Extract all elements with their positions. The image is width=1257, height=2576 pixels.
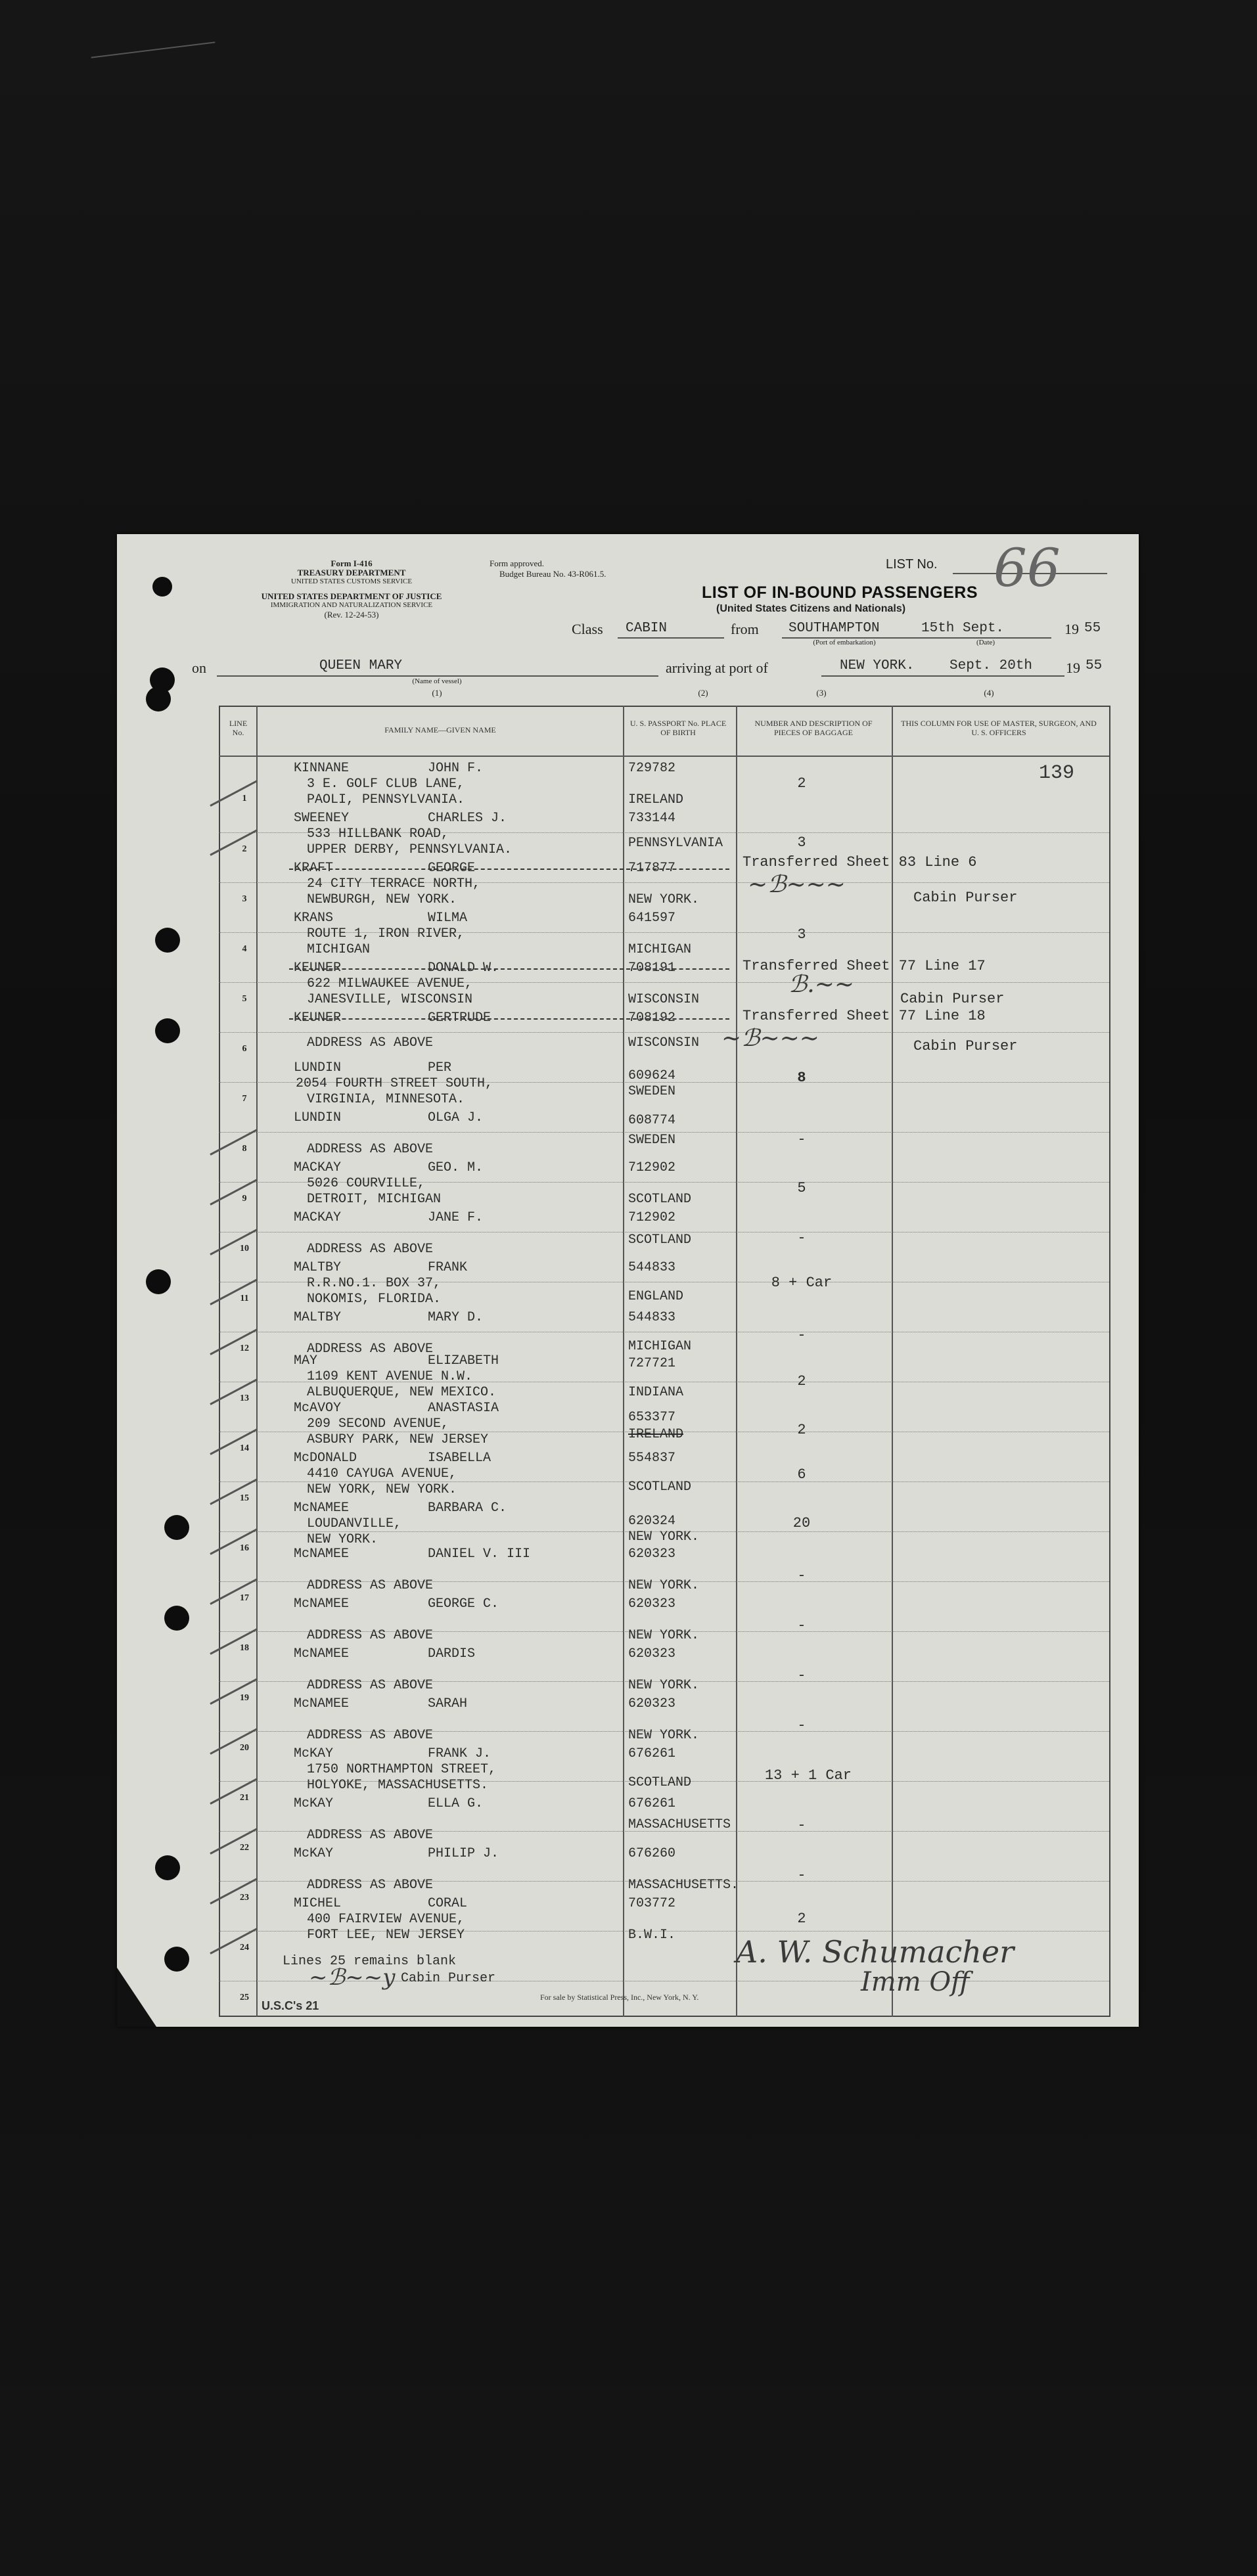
form-subtitle: (United States Citizens and Nationals): [716, 603, 906, 614]
place-of-birth: SCOTLAND: [628, 1192, 692, 1207]
place-of-birth: MICHIGAN: [628, 942, 692, 957]
passenger-name: McDONALD ISABELLA: [294, 1451, 491, 1466]
place-of-birth: NEW YORK.: [628, 892, 700, 907]
passenger-name: LUNDIN PER: [294, 1060, 452, 1075]
passenger-address: ADDRESS AS ABOVE: [307, 1342, 434, 1357]
passenger-name: McNAMEE SARAH: [294, 1696, 468, 1711]
passenger-name: McNAMEE GEORGE C.: [294, 1596, 499, 1612]
col-head-line: LINE No.: [229, 719, 248, 737]
purser-signature-icon: ~ℬ~~~: [748, 871, 846, 898]
purser-signature-icon: ℬ.~~: [788, 971, 855, 998]
master-signature: A. W. Schumacher: [736, 1934, 1015, 1970]
passenger-address: ASBURY PARK, NEW JERSEY: [307, 1432, 489, 1447]
line-number: 23: [240, 1893, 249, 1903]
passport-number: 717877: [628, 861, 676, 876]
place-of-birth: ENGLAND: [628, 1289, 684, 1304]
line-number: 24: [240, 1943, 249, 1953]
passenger-name: KEUNER GERTRUDE: [294, 1010, 491, 1026]
passenger-name: McNAMEE DARDIS: [294, 1646, 476, 1661]
passenger-address: 1109 KENT AVENUE N.W.: [307, 1369, 473, 1384]
row-rule: [219, 1032, 1109, 1033]
purser-note: Cabin Purser: [913, 890, 1018, 906]
passport-number: 609624: [628, 1068, 676, 1083]
passenger-address: ADDRESS AS ABOVE: [307, 1242, 434, 1257]
binder-hole-icon: [155, 1018, 180, 1043]
passenger-address: R.R.NO.1. BOX 37,: [307, 1276, 442, 1291]
passport-number: 733144: [628, 811, 676, 826]
passenger-address: VIRGINIA, MINNESOTA.: [307, 1092, 465, 1107]
baggage-count: -: [797, 1717, 806, 1734]
passenger-address: ADDRESS AS ABOVE: [307, 1878, 434, 1893]
baggage-count: -: [797, 1131, 806, 1148]
passenger-name: McKAY FRANK J.: [294, 1746, 491, 1761]
justice-dept: UNITED STATES DEPARTMENT OF JUSTICE: [261, 591, 442, 601]
line-number: 18: [240, 1643, 249, 1653]
passenger-address: 400 FAIRVIEW AVENUE,: [307, 1912, 465, 1927]
passport-number: 608774: [628, 1113, 676, 1128]
passenger-name: MALTBY MARY D.: [294, 1310, 484, 1325]
passport-number: 676260: [628, 1846, 676, 1861]
line-number: 19: [240, 1693, 249, 1703]
ins-service: IMMIGRATION AND NATURALIZATION SERVICE: [270, 601, 433, 609]
passenger-name: MACKAY GEO. M.: [294, 1160, 484, 1175]
place-of-birth: B.W.I.: [628, 1928, 676, 1943]
place-of-birth: PENNSYLVANIA: [628, 836, 723, 851]
baggage-count: -: [797, 1817, 806, 1834]
passport-number: 712902: [628, 1160, 676, 1175]
year-value: 55: [1084, 621, 1101, 636]
line-number: 8: [242, 1144, 247, 1154]
col-head-passport: U. S. PASSPORT No. PLACE OF BIRTH: [629, 719, 727, 737]
passenger-address: NOKOMIS, FLORIDA.: [307, 1292, 442, 1307]
list-no-label: LIST No.: [886, 557, 938, 572]
place-of-birth: MASSACHUSETTS.: [628, 1878, 739, 1893]
blank-line-note: Lines 25 remains blank: [283, 1954, 457, 1969]
place-of-birth: IRELAND: [628, 792, 684, 807]
arriving-label: arriving at port of: [666, 660, 768, 676]
from-label: from: [731, 621, 759, 637]
passenger-address: ROUTE 1, IRON RIVER,: [307, 926, 465, 941]
closing-purser: Cabin Purser: [401, 1971, 496, 1986]
baggage-count: -: [797, 1327, 806, 1344]
line-number: 7: [242, 1094, 247, 1104]
passenger-name: SWEENEY CHARLES J.: [294, 811, 507, 826]
budget-bureau: Budget Bureau No. 43-R061.5.: [499, 569, 606, 579]
purser-note: Cabin Purser: [913, 1038, 1018, 1054]
passport-number: 544833: [628, 1310, 676, 1325]
purser-signature-icon: ~ℬ~~~: [721, 1025, 819, 1052]
class-underline: [618, 637, 724, 639]
baggage-count: 2: [797, 1910, 806, 1927]
strikethrough: [289, 1018, 729, 1020]
line-number: 15: [240, 1493, 249, 1503]
col-divider-name: [623, 706, 624, 2017]
ref-num-2: (2): [698, 688, 708, 698]
port-of-embarkation: SOUTHAMPTON: [788, 621, 880, 636]
baggage-count: 2: [797, 1422, 806, 1438]
passport-number: 676261: [628, 1746, 676, 1761]
line-number: 9: [242, 1194, 247, 1204]
passport-number: 554837: [628, 1451, 676, 1466]
binder-hole-icon: [146, 687, 171, 712]
line-number: 1: [242, 794, 247, 803]
place-of-birth: NEW YORK.: [628, 1728, 700, 1743]
place-of-birth: NEW YORK.: [628, 1529, 700, 1545]
passenger-address: ADDRESS AS ABOVE: [307, 1578, 434, 1593]
passport-number: 727721: [628, 1356, 676, 1371]
passenger-address: HOLYOKE, MASSACHUSETTS.: [307, 1778, 489, 1793]
arrival-date: Sept. 20th: [949, 658, 1033, 673]
transfer-note: Transferred Sheet 77 Line 17: [743, 958, 986, 974]
baggage-count: -: [797, 1867, 806, 1884]
line-number: 13: [240, 1393, 249, 1403]
place-of-birth: SWEDEN: [628, 1084, 676, 1099]
passport-number: 712902: [628, 1210, 676, 1225]
line-number: 14: [240, 1443, 249, 1453]
line-number: 25: [240, 1993, 249, 2002]
passenger-address: ADDRESS AS ABOVE: [307, 1828, 434, 1843]
passport-number: 620324: [628, 1514, 676, 1529]
passenger-name: McNAMEE DANIEL V. III: [294, 1547, 531, 1562]
passenger-name: KINNANE JOHN F.: [294, 761, 484, 776]
line-number: 20: [240, 1743, 249, 1753]
strikethrough: [289, 869, 729, 870]
passport-number: 620323: [628, 1596, 676, 1612]
passenger-name: KRANS WILMA: [294, 911, 468, 926]
ref-num-4: (4): [984, 688, 994, 698]
binder-hole-icon: [164, 1515, 189, 1540]
arrival-port: NEW YORK.: [840, 658, 915, 673]
passport-number: 620323: [628, 1547, 676, 1562]
place-of-birth: INDIANA: [628, 1385, 684, 1400]
passenger-address: LOUDANVILLE,: [307, 1516, 402, 1531]
passenger-address: JANESVILLE, WISCONSIN: [307, 992, 473, 1007]
printer-credit: For sale by Statistical Press, Inc., New York, N. Y.: [540, 1993, 699, 2002]
date-caption: (Date): [976, 639, 995, 646]
passenger-address: ADDRESS AS ABOVE: [307, 1628, 434, 1643]
baggage-count: 5: [797, 1180, 806, 1196]
transfer-note: Transferred Sheet 83 Line 6: [743, 854, 977, 870]
passenger-address: ADDRESS AS ABOVE: [307, 1142, 434, 1157]
revision: (Rev. 12-24-53): [324, 610, 379, 620]
passport-number: 620323: [628, 1646, 676, 1661]
line-number: 6: [242, 1044, 247, 1054]
arrival-underline: [821, 675, 1064, 677]
purser-signature-icon: ~ℬ~~y: [309, 1964, 396, 1991]
passenger-address: 24 CITY TERRACE NORTH,: [307, 876, 481, 892]
baggage-count: 20: [792, 1515, 811, 1531]
form-number: Form I-416: [331, 558, 373, 568]
passenger-address: 622 MILWAUKEE AVENUE,: [307, 976, 473, 991]
passenger-name: McKAY PHILIP J.: [294, 1846, 499, 1861]
baggage-count: 2: [797, 1373, 806, 1390]
header-rule: [219, 756, 1109, 757]
purser-note: Cabin Purser: [900, 991, 1005, 1007]
list-number: 66: [994, 537, 1061, 599]
treasury-dept: TREASURY DEPARTMENT: [297, 568, 406, 577]
passport-number: 676261: [628, 1796, 676, 1811]
passenger-address: ADDRESS AS ABOVE: [307, 1035, 434, 1051]
passenger-address: 1750 NORTHAMPTON STREET,: [307, 1762, 497, 1777]
col-divider-passport: [736, 706, 737, 2017]
baggage-count: -: [797, 1667, 806, 1684]
officer-signature: Imm Off: [861, 1967, 970, 1997]
ref-num-1: (1): [432, 688, 442, 698]
passport-number: 653377: [628, 1410, 676, 1425]
line-number: 16: [240, 1543, 249, 1553]
line-number: 2: [242, 844, 247, 854]
passenger-name: MAY ELIZABETH: [294, 1353, 499, 1368]
passenger-address: UPPER DERBY, PENNSYLVANIA.: [307, 842, 513, 857]
binder-hole-icon: [152, 577, 172, 597]
arrival-year: 55: [1086, 658, 1103, 673]
baggage-count: -: [797, 1230, 806, 1246]
passenger-name: McKAY ELLA G.: [294, 1796, 484, 1811]
line-number: 17: [240, 1593, 249, 1603]
ref-num-3: (3): [816, 688, 827, 698]
binder-hole-icon: [155, 928, 180, 953]
passenger-name: KEUNER DONALD W.: [294, 960, 499, 976]
port-caption: (Port of embarkation): [813, 639, 876, 646]
passenger-address: 2054 FOURTH STREET SOUTH,: [296, 1076, 493, 1091]
passenger-address: ADDRESS AS ABOVE: [307, 1728, 434, 1743]
line-number: 4: [242, 944, 247, 954]
baggage-count: 8: [797, 1070, 806, 1086]
col-divider-baggage: [892, 706, 893, 2017]
col-head-name: FAMILY NAME—GIVEN NAME: [384, 725, 496, 734]
passenger-address: ALBUQUERQUE, NEW MEXICO.: [307, 1385, 497, 1400]
form-title: LIST OF IN-BOUND PASSENGERS: [702, 583, 978, 602]
baggage-count: 8 + Car: [771, 1275, 833, 1291]
passenger-address: 533 HILLBANK ROAD,: [307, 826, 449, 842]
place-of-birth: MASSACHUSETTS: [628, 1817, 731, 1832]
passport-number: 708191: [628, 960, 676, 976]
passenger-address: ADDRESS AS ABOVE: [307, 1678, 434, 1693]
passenger-address: 3 E. GOLF CLUB LANE,: [307, 777, 465, 792]
passenger-address: NEW YORK.: [307, 1532, 378, 1547]
class-label: Class: [572, 621, 603, 637]
passenger-address: MICHIGAN: [307, 942, 371, 957]
baggage-count: 3: [797, 834, 806, 851]
embarkation-date: 15th Sept.: [921, 621, 1005, 636]
binder-hole-icon: [164, 1606, 189, 1631]
transfer-note: Transferred Sheet 77 Line 18: [743, 1008, 986, 1024]
passenger-name: LUNDIN OLGA J.: [294, 1110, 484, 1125]
baggage-count: 6: [797, 1466, 806, 1483]
strikethrough: [289, 968, 729, 970]
line-number: 12: [240, 1344, 249, 1353]
place-of-birth: SCOTLAND: [628, 1232, 692, 1248]
binder-hole-icon: [164, 1947, 189, 1972]
passenger-name: KRAFT GEORGE: [294, 861, 476, 876]
passenger-address: 5026 COURVILLE,: [307, 1176, 426, 1191]
line-number: 21: [240, 1793, 249, 1803]
passport-number: 708192: [628, 1010, 676, 1026]
passenger-name: McNAMEE BARBARA C.: [294, 1501, 507, 1516]
binder-hole-icon: [146, 1269, 171, 1294]
passenger-address: FORT LEE, NEW JERSEY: [307, 1928, 465, 1943]
line-number: 5: [242, 994, 247, 1004]
line-number: 22: [240, 1843, 249, 1853]
line-number: 11: [240, 1294, 249, 1303]
form-approved: Form approved.: [490, 558, 545, 568]
passenger-address: NEWBURGH, NEW YORK.: [307, 892, 457, 907]
passenger-name: McAVOY ANASTASIA: [294, 1401, 499, 1416]
place-of-birth: NEW YORK.: [628, 1678, 700, 1693]
baggage-count: 13 + 1 Car: [764, 1767, 852, 1784]
passport-number: 641597: [628, 911, 676, 926]
baggage-count: 3: [797, 926, 806, 943]
on-label: on: [192, 660, 206, 676]
place-of-birth: WISCONSIN: [628, 992, 700, 1007]
passenger-address: NEW YORK, NEW YORK.: [307, 1482, 457, 1497]
vessel-caption: (Name of vessel): [412, 677, 462, 685]
passenger-address: 209 SECOND AVENUE,: [307, 1416, 449, 1432]
stamp-number: 139: [1038, 762, 1074, 784]
passenger-address: 4410 CAYUGA AVENUE,: [307, 1466, 457, 1481]
place-of-birth: SCOTLAND: [628, 1775, 692, 1790]
place-of-birth: IRELAND: [628, 1427, 684, 1442]
place-of-birth: WISCONSIN: [628, 1035, 700, 1051]
binder-hole-icon: [155, 1855, 180, 1880]
passenger-address: PAOLI, PENNSYLVANIA.: [307, 792, 465, 807]
baggage-count: 2: [797, 775, 806, 792]
baggage-count: -: [797, 1568, 806, 1584]
col-head-baggage: NUMBER AND DESCRIPTION OF PIECES OF BAGGAGE: [754, 719, 873, 737]
place-of-birth: SWEDEN: [628, 1133, 676, 1148]
line-number: 3: [242, 894, 247, 904]
customs-service: UNITED STATES CUSTOMS SERVICE: [290, 577, 413, 585]
col-head-officers: THIS COLUMN FOR USE OF MASTER, SURGEON, AND U. S. OFFICERS: [901, 719, 1097, 737]
passport-number: 729782: [628, 761, 676, 776]
passenger-address: DETROIT, MICHIGAN: [307, 1192, 442, 1207]
passenger-name: MALTBY FRANK: [294, 1260, 468, 1275]
passport-number: 703772: [628, 1896, 676, 1911]
class-value: CABIN: [626, 621, 668, 636]
vessel-name: QUEEN MARY: [319, 658, 403, 673]
line-number: 10: [240, 1244, 249, 1254]
place-of-birth: MICHIGAN: [628, 1339, 692, 1354]
passenger-name: MACKAY JANE F.: [294, 1210, 484, 1225]
arrival-year-prefix: 19: [1066, 660, 1080, 676]
passport-number: 544833: [628, 1260, 676, 1275]
baggage-count: -: [797, 1617, 806, 1634]
passenger-name: MICHEL CORAL: [294, 1896, 468, 1911]
place-of-birth: SCOTLAND: [628, 1480, 692, 1495]
form-code: U.S.C's 21: [262, 1999, 319, 2012]
passport-number: 620323: [628, 1696, 676, 1711]
place-of-birth: NEW YORK.: [628, 1628, 700, 1643]
year-prefix: 19: [1064, 621, 1079, 637]
place-of-birth: NEW YORK.: [628, 1578, 700, 1593]
